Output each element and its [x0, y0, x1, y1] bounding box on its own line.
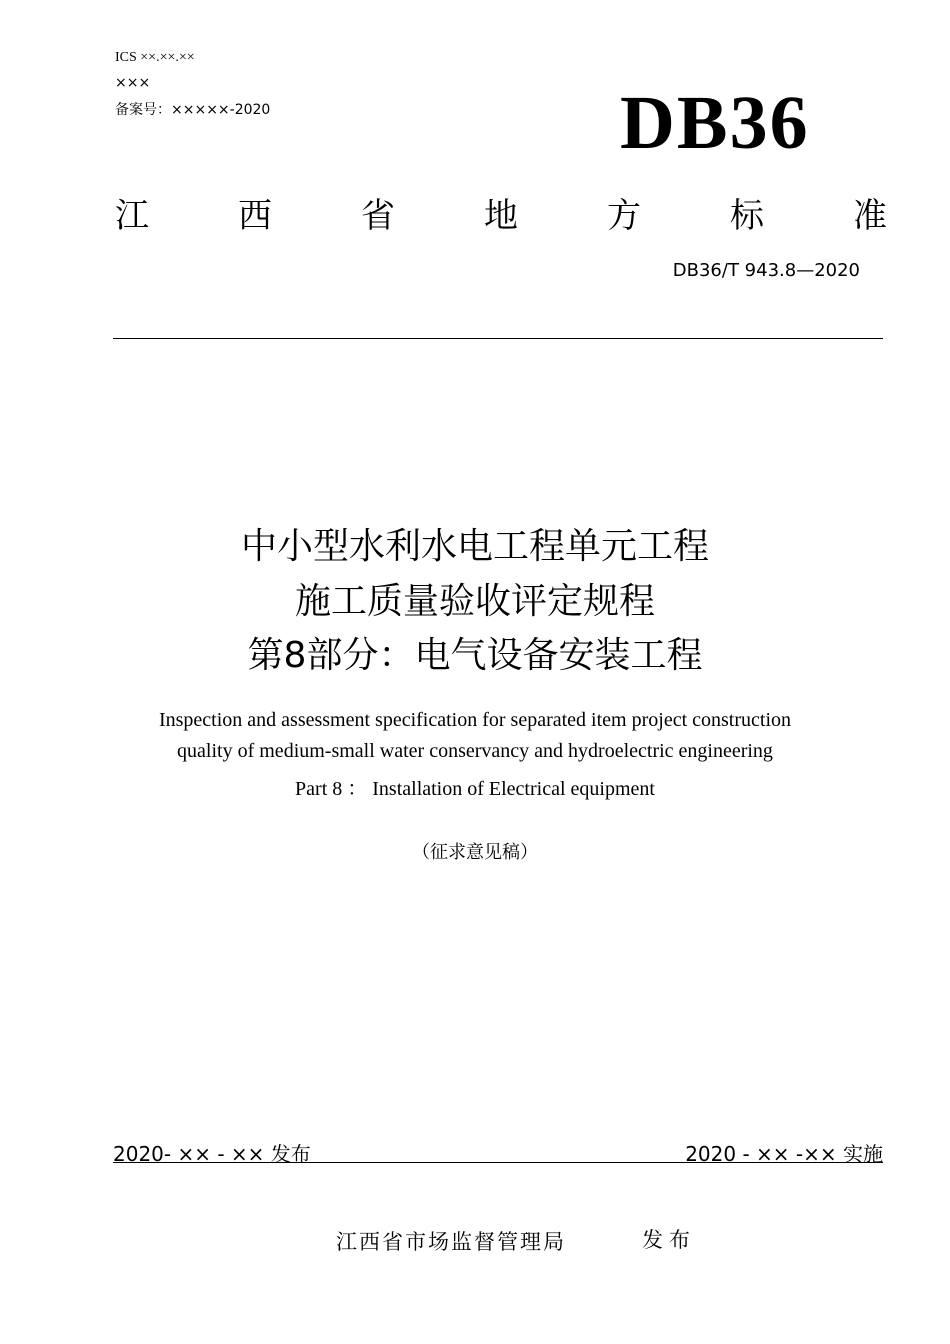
title-cn-line: 中小型水利水电工程单元工程: [240, 526, 709, 567]
db36-logo: DB36: [620, 81, 810, 165]
ics-code: ICS ××.××.××: [115, 50, 195, 65]
province-standard-heading: [115, 188, 887, 237]
heading-char: 西: [238, 196, 272, 236]
heading-char: 地: [484, 196, 518, 236]
issue-label: 发布: [642, 1228, 696, 1252]
draft-label: （征求意见稿）: [412, 842, 538, 863]
publish-date: 2020- ×× - ×× 发布: [113, 1142, 311, 1166]
heading-char: 方: [607, 196, 641, 236]
implement-date: 2020 - ×× -×× 实施: [685, 1142, 883, 1166]
heading-char: 省: [361, 196, 395, 236]
classification-code: ×××: [115, 75, 151, 91]
heading-char: 标: [730, 196, 764, 236]
title-en-line: Inspection and assessment specification for separated item project construction: [158, 709, 791, 731]
title-en-line: Part 8 ： Installation of Electrical equipment: [295, 778, 655, 800]
divider: [113, 1162, 883, 1163]
standard-number: DB36/T 943.8—2020: [672, 260, 860, 281]
issuer: 江西省市场监督管理局: [336, 1230, 566, 1254]
title-en-line: quality of medium-small water conservancy and hydroelectric engineering: [177, 740, 773, 762]
heading-char: 江: [115, 196, 149, 236]
title-cn-line: 第8部分：电气设备安装工程: [247, 635, 703, 676]
heading-char: 准: [853, 196, 887, 236]
divider: [113, 338, 883, 339]
record-number: 备案号：×××××-2020: [115, 102, 271, 118]
title-cn-line: 施工质量验收评定规程: [294, 581, 655, 622]
